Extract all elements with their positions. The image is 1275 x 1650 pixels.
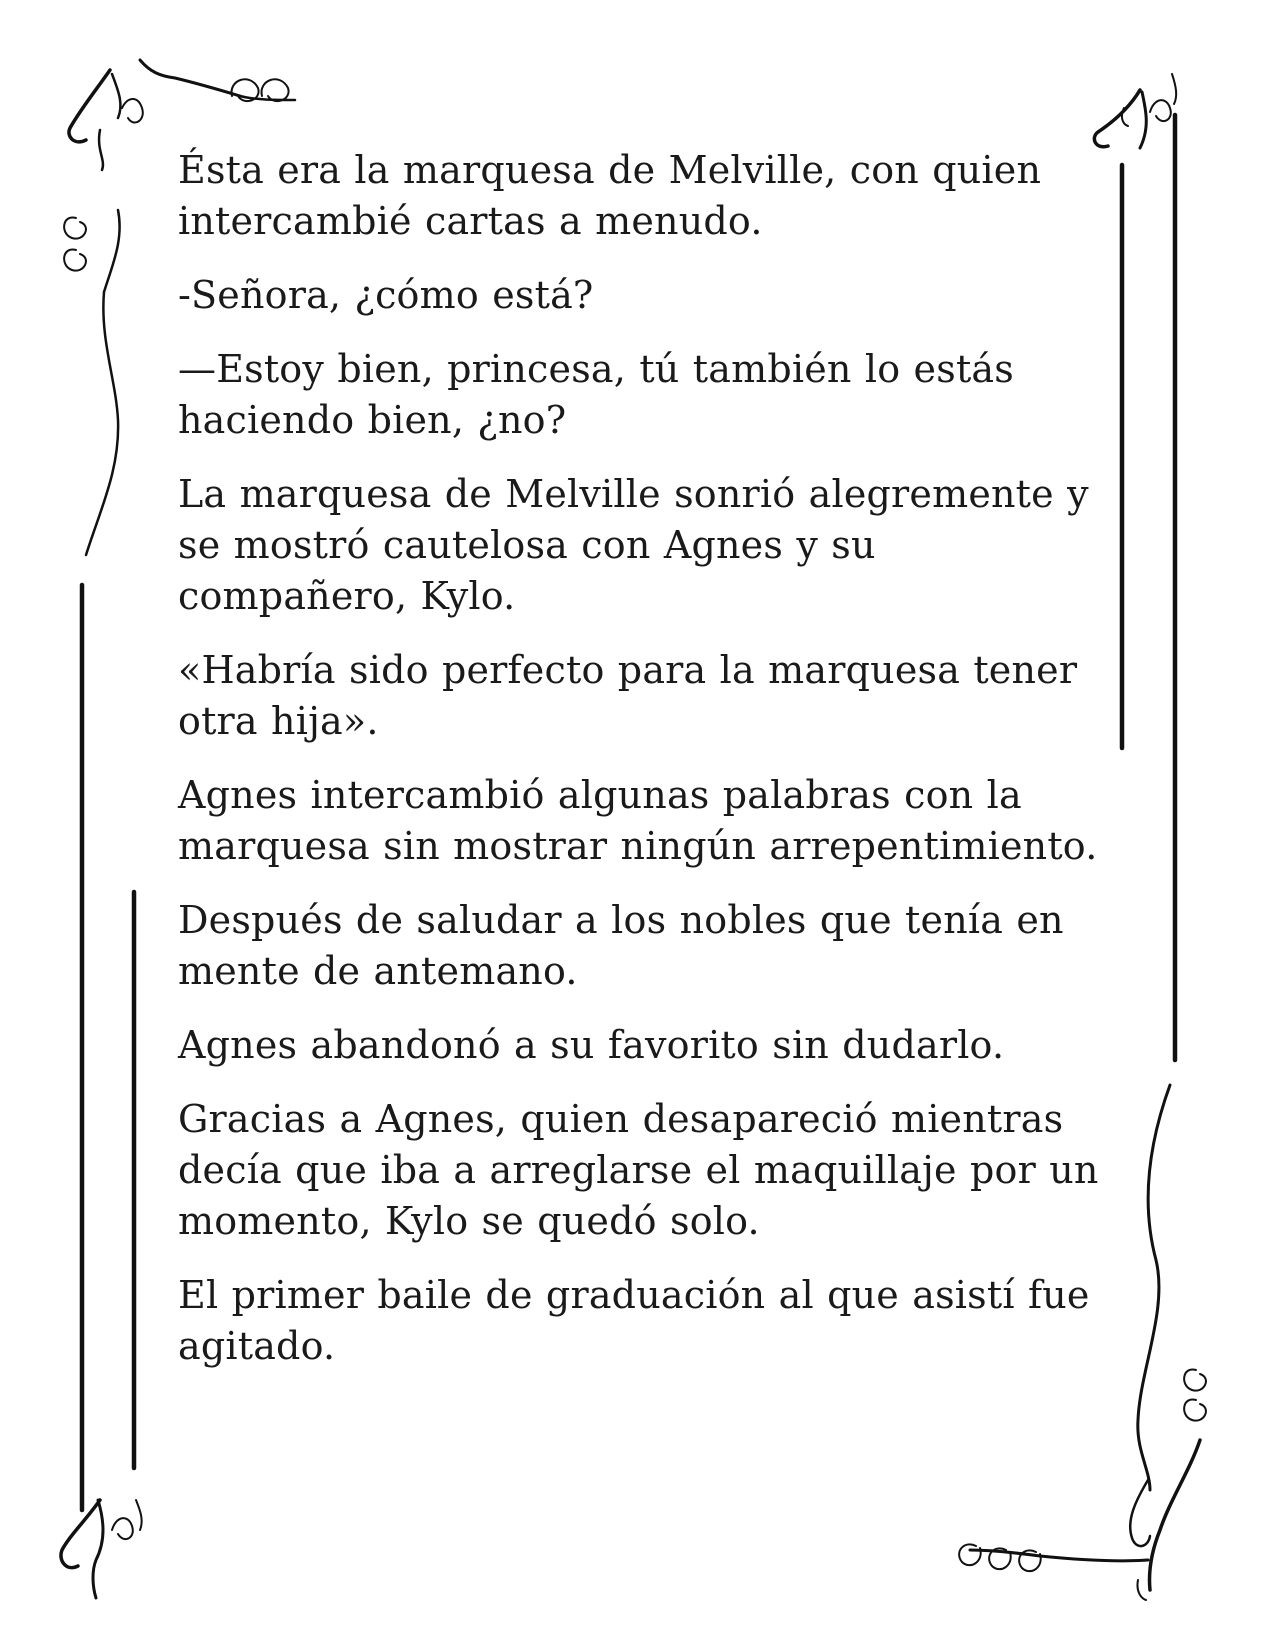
flourish-top-right bbox=[1094, 74, 1176, 148]
paragraph: La marquesa de Melville sonrió alegremente y se mostró cautelosa con Agnes y su compañero, Kylo. bbox=[178, 472, 1089, 618]
paragraph: —Estoy bien, princesa, tú también lo estás haciendo bien, ¿no? bbox=[178, 347, 1014, 442]
paragraph: El primer baile de graduación al que asistí fue agitado. bbox=[178, 1273, 1090, 1368]
story-text bbox=[178, 145, 1108, 1395]
paragraph: Gracias a Agnes, quien desapareció mientras decía que iba a arreglarse el maquillaje por un momento, Kylo se quedó solo. bbox=[178, 1097, 1099, 1243]
paragraph: -Señora, ¿cómo está? bbox=[178, 273, 594, 317]
paragraph: Ésta era la marquesa de Melville, con quien intercambié cartas a menudo. bbox=[178, 148, 1042, 243]
paragraph: Agnes abandonó a su favorito sin dudarlo. bbox=[178, 1023, 1005, 1067]
paragraph: «Habría sido perfecto para la marquesa tener otra hija». bbox=[178, 648, 1078, 743]
paragraph: Después de saludar a los nobles que tenía en mente de antemano. bbox=[178, 898, 1064, 993]
paragraph: Agnes intercambió algunas palabras con la marquesa sin mostrar ningún arrepentimiento. bbox=[178, 773, 1098, 868]
flourish-bottom-left bbox=[61, 1500, 142, 1598]
